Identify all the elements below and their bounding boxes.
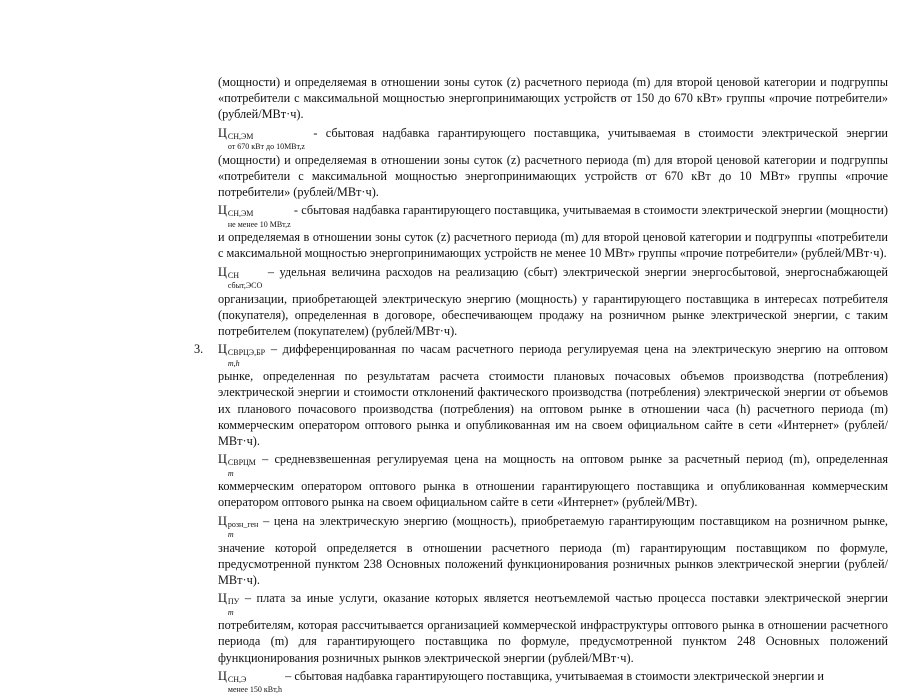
list-number: 3.	[194, 342, 204, 357]
symbol-base: Ц	[218, 125, 227, 140]
document-body	[194, 74, 888, 697]
symbol-superscript: СВРЦМ	[227, 458, 256, 468]
symbol-superscript: розн_ген	[227, 519, 259, 529]
symbol-base: Ц	[218, 591, 227, 606]
formula-symbol	[218, 668, 283, 695]
paragraph-text: – плата за иные услуги, оказание которых является неотъемлемой частью процесса поставки электрической энергии потребителям, которая рассчитывается организацией коммерческой инфраструктуры оптового рынка в отношении расчетного периода (m) для гарантирующего поставщика по формуле, предусмотренной пунктом 248 Основных положений функционирования розничных рынков электрической энергии (рублей/МВт·ч).	[218, 591, 888, 665]
symbol-subscript: сбыт,ЭСО	[227, 281, 263, 291]
symbol-subscript: не менее 10 МВт,z	[227, 219, 291, 229]
paragraph	[218, 668, 888, 695]
symbol-subscript: m	[227, 607, 234, 617]
symbol-base: Ц	[218, 203, 227, 218]
formula-symbol	[218, 264, 263, 291]
symbol-superscript: СН,ЭМ	[227, 131, 254, 141]
paragraph-text: – средневзвешенная регулируемая цена на мощность на оптовом рынке за расчетный период (m), определенная коммерческим оператором оптового рынка в отношении гарантирующего поставщика и опубликованная коммерческим оператором оптового рынка на своем официальном сайте в сети «Интернет» (рублей/МВт).	[218, 452, 888, 510]
paragraph	[218, 74, 888, 123]
formula-symbol	[218, 454, 256, 478]
symbol-subscript: менее 150 кВт,h	[227, 685, 283, 695]
symbol-superscript: СН,ЭМ	[227, 209, 254, 219]
symbol-superscript: СН,Э	[227, 674, 247, 684]
symbol-subscript: m	[227, 530, 234, 540]
paragraph-text: – цена на электрическую энергию (мощность), приобретаемую гарантирующим поставщиком на розничном рынке, значение которой определяется в отношении расчетного периода (m) гарантирующим поставщиком по формуле, предусмотренной пунктом 238 Основных положений функционирования розничных рынков электрической энергии (рублей/МВт·ч).	[218, 513, 888, 588]
formula-symbol	[218, 125, 305, 152]
paragraph	[194, 341, 888, 449]
symbol-subscript: m,h	[227, 358, 240, 368]
paragraph	[218, 202, 888, 261]
paragraph-text: – сбытовая надбавка гарантирующего поставщика, учитываемая в стоимости электрической энергии и	[282, 668, 824, 683]
paragraph	[218, 125, 888, 201]
paragraph	[218, 590, 888, 666]
paragraph-text: - сбытовая надбавка гарантирующего поставщика, учитываемая в стоимости электрической энергии (мощности) и определяемая в отношении зоны суток (z) расчетного периода (m) для второй ценовой категории и подгруппы «потребители с максимальной мощностью энергопринимающих устройств от 670 кВт до 10 МВт» группы «прочие потребители» (рублей/МВт·ч).	[218, 125, 888, 200]
symbol-base: Ц	[218, 342, 227, 357]
formula-symbol	[218, 593, 239, 617]
symbol-base: Ц	[218, 452, 227, 467]
paragraph	[218, 513, 888, 589]
symbol-superscript: СВРЦЭ,БР	[227, 348, 266, 358]
formula-symbol	[218, 513, 259, 540]
paragraph-text: – удельная величина расходов на реализацию (сбыт) электрической энергии энергосбытовой, энергоснабжающей организации, приобретающей электрическую энергию (мощность) у гарантирующего поставщика в интересах потребителя (покупателя), определенная в договоре, обеспечивающем продажу на розничном рынке электрической энергии, с таким потребителем (покупателем) (рублей/МВт·ч).	[218, 264, 888, 339]
paragraph-text: – дифференцированная по часам расчетного периода регулируемая цена на электрическую энергию на оптовом рынке, определенная по результатам расчета стоимости плановых почасовых объемов производства (потребления) электрической энергии и стоимости отклонений фактического производства (потребления) электрической энергии от объемов их планового почасового производства (потребления) на оптовом рынке в отношении часа (h) расчетного периода (m) коммерческим оператором оптового рынка и опубликованная им на своем официальном сайте в сети «Интернет» (рублей/МВт·ч).	[218, 342, 888, 449]
symbol-subscript: m	[227, 468, 234, 478]
paragraph	[218, 264, 888, 340]
symbol-subscript: от 670 кВт до 10МВт,z	[227, 142, 305, 152]
symbol-base: Ц	[218, 513, 227, 528]
symbol-superscript: СН	[227, 270, 240, 280]
paragraph	[218, 451, 888, 510]
formula-symbol	[218, 344, 265, 368]
symbol-base: Ц	[218, 668, 227, 683]
paragraph-text: (мощности) и определяемая в отношении зоны суток (z) расчетного периода (m) для второй ценовой категории и подгруппы «потребители с максимальной мощностью энергопринимающих устройств от 150 до 670 кВт» группы «прочие потребители» (рублей/МВт·ч).	[218, 75, 888, 122]
symbol-base: Ц	[218, 264, 227, 279]
paragraph-text: - сбытовая надбавка гарантирующего поставщика, учитываемая в стоимости электрической энергии (мощности) и определяемая в отношении зоны суток (z) расчетного периода (m) для второй ценовой категории и подгруппы «потребители с максимальной мощностью энергопринимающих устройств не менее 10 МВт» группы «прочие потребители» (рублей/МВт·ч).	[218, 203, 888, 261]
formula-symbol	[218, 205, 291, 229]
symbol-superscript: ПУ	[227, 597, 240, 607]
